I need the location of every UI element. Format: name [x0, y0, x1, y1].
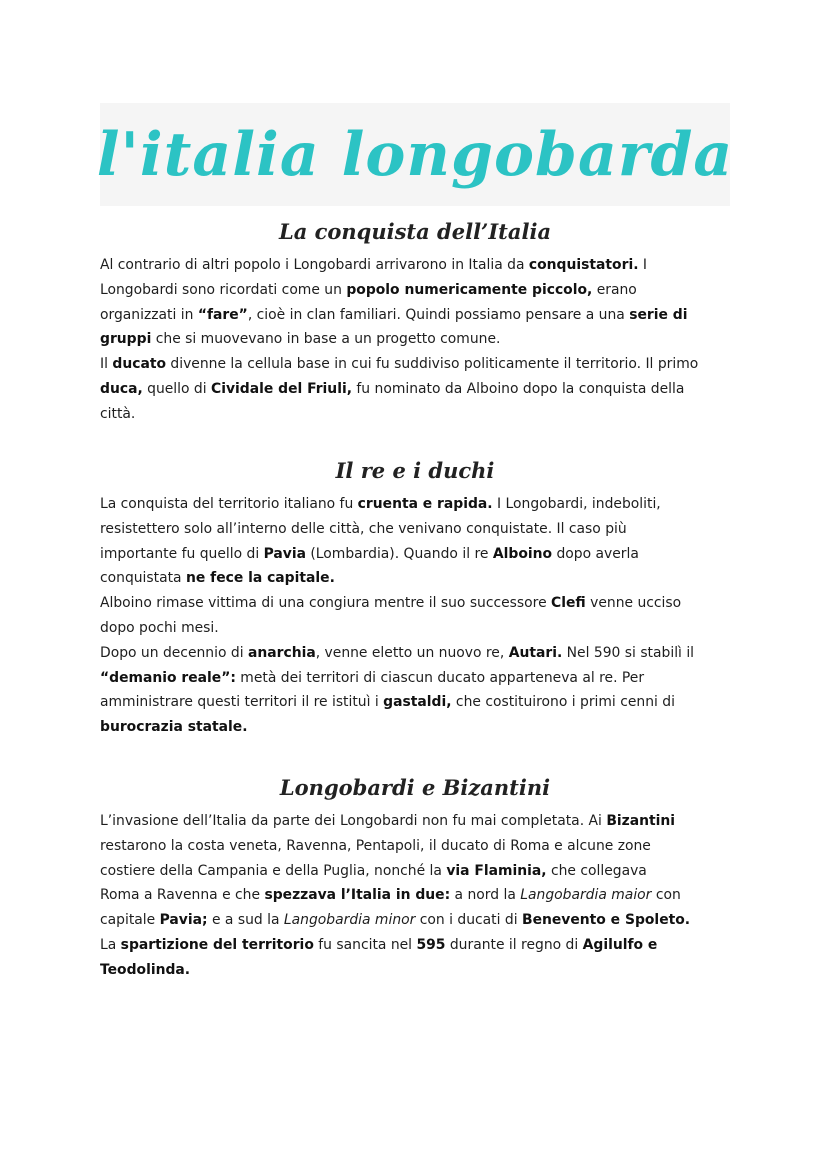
text-line: [100, 859, 730, 884]
bold-text: Benevento e Spoleto.: [521, 912, 691, 929]
title-banner: [96, 103, 734, 206]
italic-text: Langobardia minor: [283, 912, 416, 929]
text-run: La: [100, 936, 121, 953]
text-line: [100, 402, 730, 427]
text-line: [100, 327, 730, 352]
text-line: [100, 958, 730, 983]
text-run: conquistata: [100, 570, 186, 587]
section-conquista: [100, 217, 730, 427]
text-run: che si muovevano in base a un progetto comune.: [151, 331, 501, 348]
text-line: [100, 641, 730, 666]
bold-text: Teodolinda.: [100, 961, 191, 978]
text-line: [100, 517, 730, 542]
text-line: [100, 278, 730, 303]
text-run: con: [651, 887, 681, 904]
text-run: quello di: [142, 380, 212, 397]
text-line: [100, 834, 730, 859]
text-run: e a sud la: [207, 912, 284, 929]
text-run: città.: [100, 405, 136, 422]
text-line: [100, 616, 730, 641]
text-run: organizzati in: [100, 306, 198, 323]
bold-text: anarchia: [247, 644, 316, 661]
bold-text: spartizione del territorio: [120, 936, 314, 953]
text-run: Alboino rimase vittima di una congiura mentre il suo successore: [100, 595, 552, 612]
text-run: a nord la: [450, 887, 521, 904]
text-run: amministrare questi territori il re istituì i: [100, 694, 384, 711]
bold-text: gastaldi,: [383, 694, 452, 711]
text-line: [100, 908, 730, 933]
text-run: erano: [592, 281, 637, 298]
bold-text: Bizantini: [606, 813, 676, 829]
page-title: l'italia longobarda: [96, 119, 734, 190]
bold-text: ducato: [112, 356, 166, 373]
bold-text: burocrazia statale.: [100, 719, 248, 736]
text-line: [100, 377, 730, 402]
text-line: [100, 883, 730, 908]
bold-text: serie di: [629, 306, 688, 323]
text-line: [100, 253, 730, 278]
text-run: L’invasione dell’Italia da parte dei Longobardi non fu mai completata. Ai: [100, 813, 607, 829]
bold-text: Alboino: [492, 545, 553, 562]
text-run: La conquista del territorio italiano fu: [100, 496, 358, 512]
bold-text: “demanio reale”:: [100, 669, 236, 686]
text-run: restarono la costa veneta, Ravenna, Pentapoli, il ducato di Roma e alcune zone: [100, 837, 651, 854]
section-paragraph: [100, 809, 730, 983]
text-line: [100, 809, 730, 834]
bold-text: Pavia;: [159, 912, 208, 929]
bold-text: duca,: [100, 380, 143, 397]
bold-text: 595: [416, 936, 446, 953]
bold-text: ne fece la capitale.: [186, 570, 335, 587]
text-line: [100, 690, 730, 715]
text-run: resistettero solo all’interno delle città, che venivano conquistate. Il caso più: [100, 520, 627, 537]
bold-text: Clefi: [551, 595, 586, 612]
text-line: [100, 352, 730, 377]
section-longobardi-bizantini: [100, 773, 730, 983]
text-line: [100, 591, 730, 616]
text-line: [100, 666, 730, 691]
text-run: fu nominato da Alboino dopo la conquista della: [352, 380, 685, 397]
text-run: Il: [100, 356, 113, 373]
text-line: [100, 303, 730, 328]
text-run: che costituirono i primi cenni di: [451, 694, 675, 711]
text-run: durante il regno di: [445, 936, 583, 953]
text-line: [100, 492, 730, 517]
text-run: Dopo un decennio di: [100, 644, 248, 661]
text-run: Nel 590 si stabilì il: [562, 644, 695, 661]
section-re-duchi: [100, 456, 730, 740]
text-run: con i ducati di: [415, 912, 522, 929]
bold-text: via Flaminia,: [446, 862, 547, 879]
section-paragraph: [100, 492, 730, 740]
bold-text: Pavia: [263, 545, 306, 562]
text-run: dopo pochi mesi.: [100, 619, 219, 636]
text-run: venne ucciso: [585, 595, 682, 612]
text-line: [100, 542, 730, 567]
section-heading: La conquista dell’Italia: [278, 219, 552, 244]
text-run: dopo averla: [552, 545, 639, 562]
text-line: [100, 566, 730, 591]
text-line: [100, 715, 730, 740]
section-heading: Longobardi e Bizantini: [279, 775, 551, 800]
text-run: capitale: [100, 912, 160, 929]
text-run: I Longobardi, indeboliti,: [492, 496, 661, 512]
text-run: Al contrario di altri popolo i Longobardi arrivarono in Italia da: [100, 257, 529, 273]
italic-text: Langobardia maior: [520, 887, 652, 904]
text-run: importante fu quello di: [100, 545, 264, 562]
text-run: , venne eletto un nuovo re,: [315, 644, 509, 661]
text-run: fu sancita nel: [313, 936, 417, 953]
section-paragraph: [100, 253, 730, 427]
bold-text: gruppi: [100, 331, 152, 348]
text-run: che collegava: [546, 862, 647, 879]
section-heading: Il re e i duchi: [335, 458, 495, 483]
text-run: metà dei territori di ciascun ducato apparteneva al re. Per: [235, 669, 645, 686]
text-run: Longobardi sono ricordati come un: [100, 281, 347, 298]
bold-text: spezzava l’Italia in due:: [264, 887, 451, 904]
bold-text: cruenta e rapida.: [357, 496, 493, 512]
text-line: [100, 933, 730, 958]
text-run: I: [638, 257, 648, 273]
bold-text: popolo numericamente piccolo,: [346, 281, 593, 298]
bold-text: Agilulfo e: [582, 936, 658, 953]
text-run: Roma a Ravenna e che: [100, 887, 265, 904]
text-run: divenne la cellula base in cui fu suddiviso politicamente il territorio. Il primo: [166, 356, 699, 373]
bold-text: Cividale del Friuli,: [211, 380, 352, 397]
bold-text: conquistatori.: [528, 257, 639, 273]
bold-text: “fare”: [197, 306, 248, 323]
text-run: , cioè in clan familiari. Quindi possiamo pensare a una: [247, 306, 630, 323]
text-run: costiere della Campania e della Puglia, nonché la: [100, 862, 447, 879]
bold-text: Autari.: [508, 644, 563, 661]
text-run: (Lombardia). Quando il re: [305, 545, 493, 562]
